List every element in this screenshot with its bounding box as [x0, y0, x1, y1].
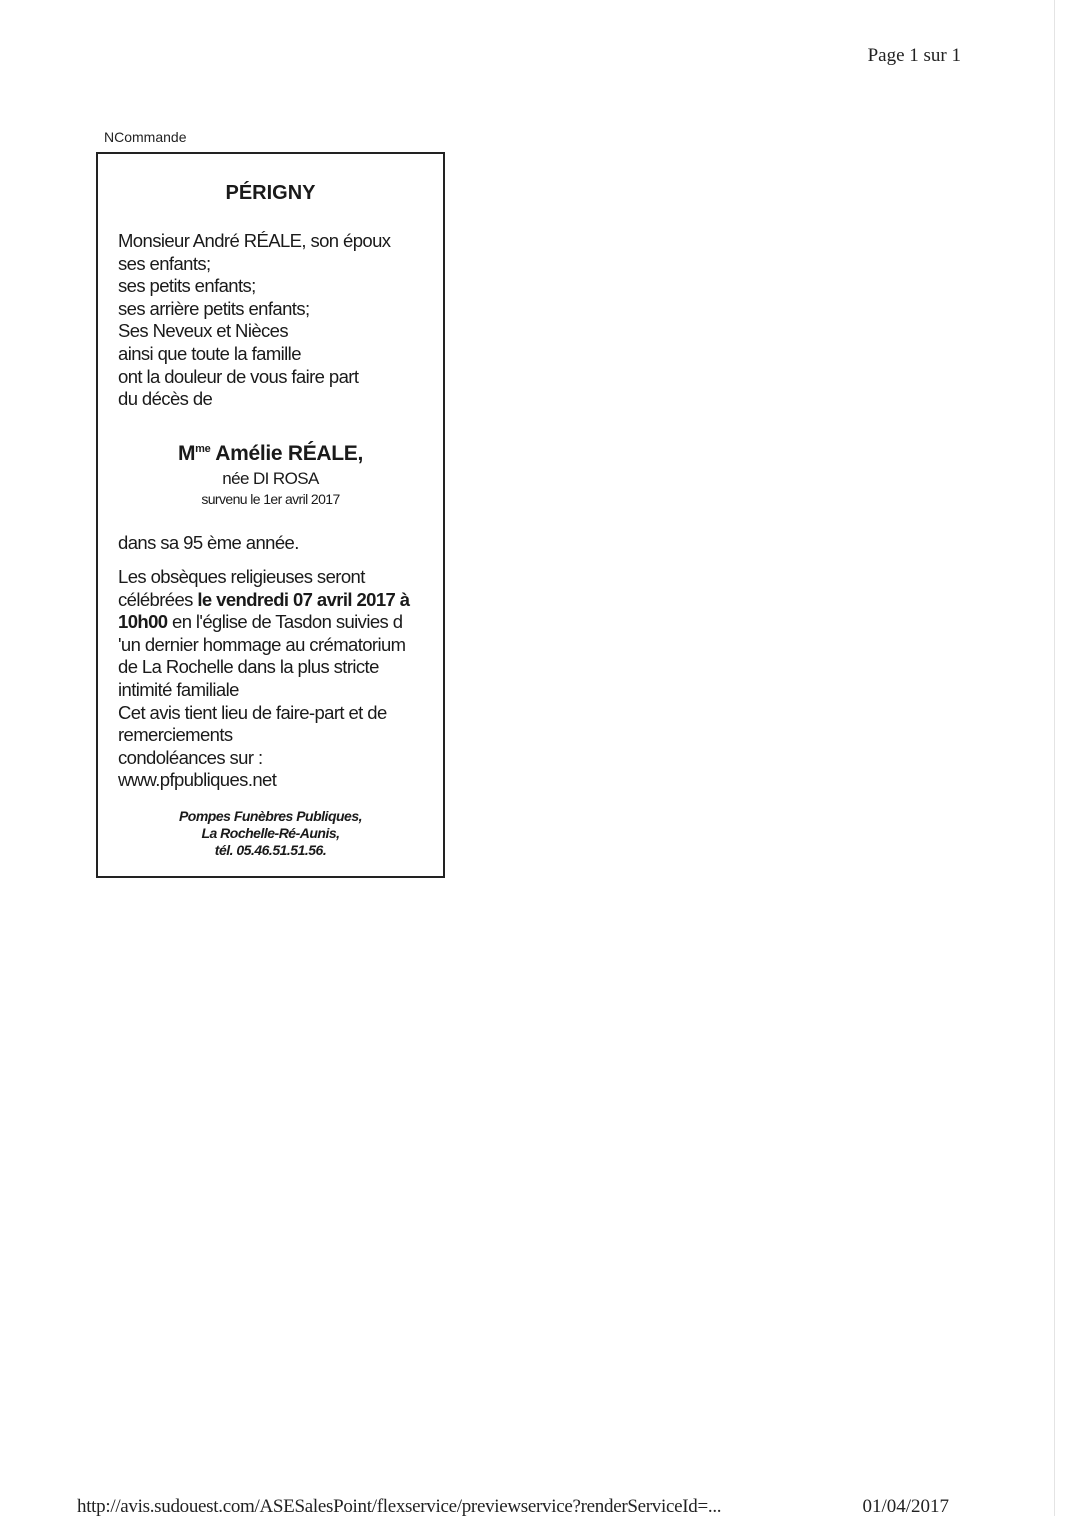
family-announcement: [118, 230, 433, 411]
death-date: survenu le 1er avril 2017: [201, 491, 340, 507]
ceremony-line: intimité familiale: [118, 678, 239, 700]
order-label: NCommande: [104, 129, 187, 145]
footer-url: http://avis.sudouest.com/ASESalesPoint/flexservice/previewservice?renderServiceId=...: [77, 1496, 722, 1517]
age-block: [118, 532, 433, 555]
family-line: Ses Neveux et Nièces: [118, 320, 289, 342]
ceremony-text: en l'église de Tasdon suivies d: [167, 611, 403, 633]
page-number: Page 1 sur 1: [867, 45, 961, 66]
family-line: ses enfants;: [118, 252, 211, 274]
family-line: ses petits enfants;: [118, 275, 256, 297]
footer-date: 01/04/2017: [862, 1496, 949, 1517]
deceased-name: [98, 438, 443, 466]
ceremony-details: [118, 566, 433, 792]
name-prefix-sup: me: [195, 443, 211, 455]
family-line: ses arrière petits enfants;: [118, 297, 310, 319]
family-line: ainsi que toute la famille: [118, 342, 301, 364]
ceremony-line: 'un dernier hommage au crématorium: [118, 633, 406, 655]
ceremony-time: 10h00: [118, 611, 168, 633]
age-line: dans sa 95 ème année.: [118, 532, 299, 553]
name-prefix: M: [177, 442, 196, 465]
ceremony-line: de La Rochelle dans la plus stricte: [118, 656, 379, 678]
ceremony-line: remerciements: [118, 724, 233, 746]
family-line: Monsieur André RÉALE, son époux: [118, 230, 391, 251]
condolences-url: www.pfpubliques.net: [118, 769, 277, 791]
scan-edge-line: [1054, 0, 1055, 1516]
family-line: ont la douleur de vous faire part: [118, 365, 359, 387]
name-text: Amélie RÉALE,: [215, 442, 364, 465]
ceremony-line: [118, 611, 433, 634]
obituary-notice: [96, 152, 445, 878]
ceremony-line: Les obsèques religieuses seront: [118, 566, 365, 587]
ceremony-line: condoléances sur :: [118, 746, 263, 768]
family-line: du décès de: [118, 388, 213, 410]
ceremony-date: le vendredi 07 avril 2017 à: [197, 588, 410, 610]
maiden-name: née DI ROSA: [222, 469, 319, 488]
signature-phone: tél. 05.46.51.51.56.: [214, 842, 327, 858]
ceremony-line: Cet avis tient lieu de faire-part et de: [118, 701, 387, 723]
funeral-home-signature: [98, 808, 443, 859]
signature-line: La Rochelle-Ré-Aunis,: [201, 825, 340, 841]
signature-line: Pompes Funèbres Publiques,: [178, 808, 363, 824]
ceremony-line: [118, 589, 433, 612]
town-heading: PÉRIGNY: [225, 182, 316, 204]
ceremony-text: célébrées: [118, 588, 198, 610]
